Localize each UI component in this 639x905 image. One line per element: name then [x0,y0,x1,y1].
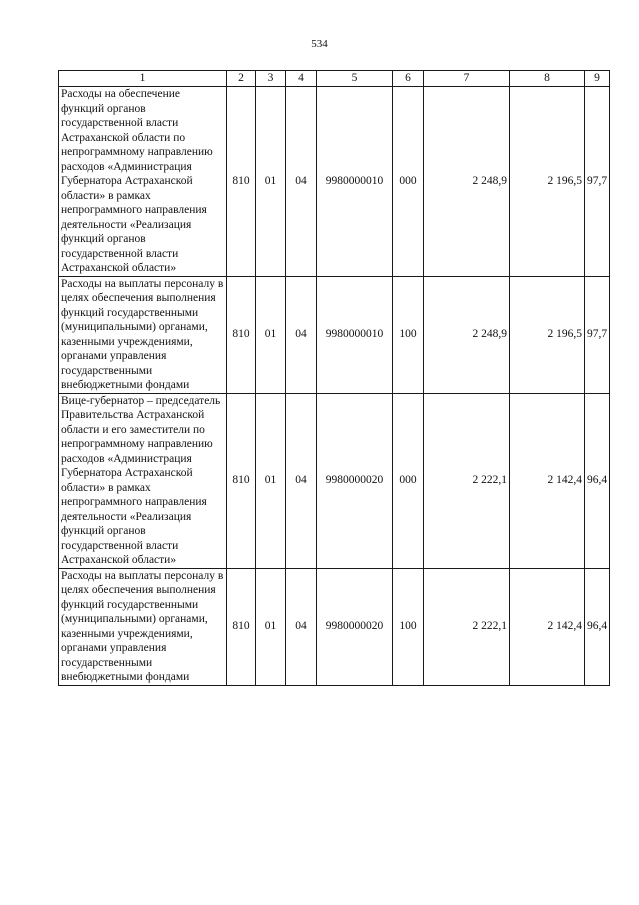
cell-planned: 2 248,9 [424,276,510,393]
cell-target-article: 9980000010 [317,87,393,277]
cell-expense-type: 100 [393,276,424,393]
cell-ministry-code: 810 [227,276,256,393]
cell-planned: 2 222,1 [424,568,510,685]
cell-subsection: 04 [286,87,317,277]
cell-section: 01 [256,393,286,568]
row-description: Расходы на выплаты персоналу в целях обеспечения выполнения функций государственными (муниципальными) органами, казенными учреждениями, органами управления государственными внебюджетными фондами [59,276,227,393]
cell-executed: 2 142,4 [510,393,585,568]
header-cell: 5 [317,71,393,87]
cell-expense-type: 000 [393,87,424,277]
row-description: Расходы на выплаты персоналу в целях обеспечения выполнения функций государственными (муниципальными) органами, казенными учреждениями, органами управления государственными внебюджетными фондами [59,568,227,685]
row-description: Вице-губернатор – председатель Правительства Астраханской области и его заместители по непрограммному направлению расходов «Администрация Губернатора Астраханской области» в рамках непрограммного направления деятельности «Реализация функций органов государственной власти Астраханской области» [59,393,227,568]
cell-section: 01 [256,87,286,277]
header-cell: 9 [585,71,610,87]
cell-percent: 97,7 [585,87,610,277]
cell-executed: 2 196,5 [510,276,585,393]
budget-table [58,70,610,686]
table-row [59,87,610,277]
cell-subsection: 04 [286,276,317,393]
table-row [59,568,610,685]
cell-percent: 96,4 [585,568,610,685]
header-cell: 1 [59,71,227,87]
cell-target-article: 9980000020 [317,568,393,685]
cell-percent: 96,4 [585,393,610,568]
cell-expense-type: 000 [393,393,424,568]
header-cell: 7 [424,71,510,87]
cell-planned: 2 248,9 [424,87,510,277]
cell-section: 01 [256,276,286,393]
cell-ministry-code: 810 [227,568,256,685]
header-cell: 6 [393,71,424,87]
page-number: 534 [311,38,328,50]
cell-target-article: 9980000010 [317,276,393,393]
cell-percent: 97,7 [585,276,610,393]
cell-executed: 2 142,4 [510,568,585,685]
cell-executed: 2 196,5 [510,87,585,277]
cell-subsection: 04 [286,568,317,685]
cell-subsection: 04 [286,393,317,568]
cell-section: 01 [256,568,286,685]
table-row [59,276,610,393]
cell-planned: 2 222,1 [424,393,510,568]
row-description: Расходы на обеспечение функций органов государственной власти Астраханской области по непрограммному направлению расходов «Администрация Губернатора Астраханской области» в рамках непрограммного направления деятельности «Реализация функций органов государственной власти Астраханской области» [59,87,227,277]
header-cell: 3 [256,71,286,87]
cell-expense-type: 100 [393,568,424,685]
cell-target-article: 9980000020 [317,393,393,568]
cell-ministry-code: 810 [227,393,256,568]
cell-ministry-code: 810 [227,87,256,277]
header-cell: 8 [510,71,585,87]
header-cell: 2 [227,71,256,87]
header-row [59,71,610,87]
header-cell: 4 [286,71,317,87]
table-row [59,393,610,568]
